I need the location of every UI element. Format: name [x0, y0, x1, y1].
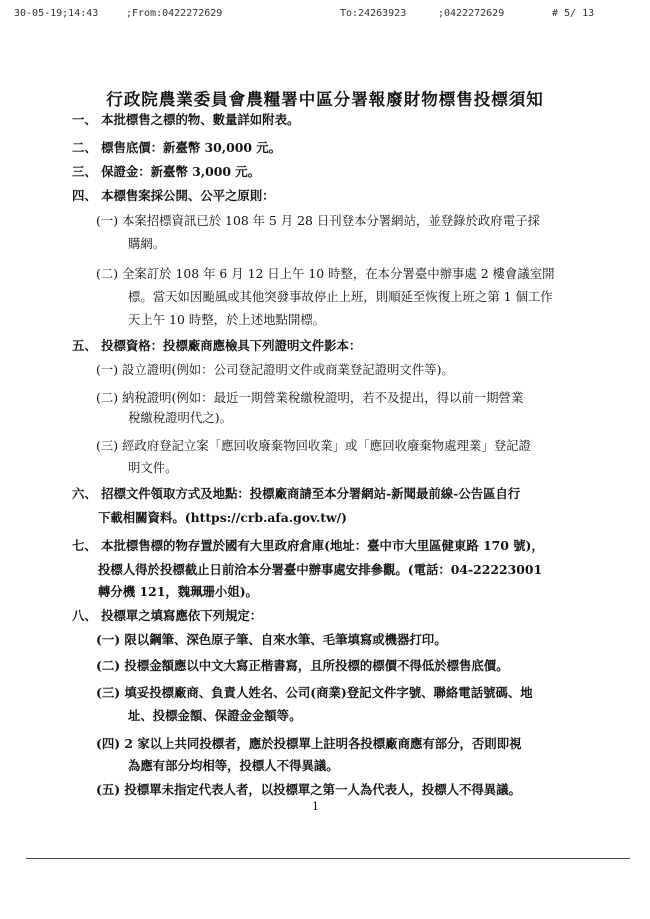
item-4-1-cont: 購網。: [128, 236, 166, 251]
item-8: 八、 投標單之填寫應依下列規定：: [72, 608, 263, 623]
item-5: 五、 投標資格：投標廠商應檢具下列證明文件影本：: [72, 338, 362, 353]
item-5-3: (三) 經政府登記立案「應回收廢棄物回收業」或「應回收廢棄物處理業」登記證: [96, 438, 531, 453]
item-4-2-cont-2: 天上午 10 時整，於上述地點開標。: [128, 312, 326, 327]
item-5-3-cont: 明文件。: [128, 460, 178, 475]
item-3: 三、 保證金：新臺幣 3,000 元。: [72, 164, 261, 179]
item-4-1: (一) 本案招標資訊已於 108 年 5 月 28 日刊登本分署網站，並登錄於政府電子採: [96, 213, 540, 228]
item-7-cont-2: 轉分機 121，魏珮珊小姐)。: [98, 584, 258, 599]
item-5-2: (二) 納稅證明(例如：最近一期營業稅繳稅證明，若不及提出，得以前一期營業: [96, 390, 524, 405]
page-number: 1: [312, 800, 319, 813]
item-4-2: (二) 全案訂於 108 年 6 月 12 日上午 10 時整，在本分署臺中辦事處 2 樓會議室開: [96, 266, 555, 281]
item-8-4-cont: 為應有部分均相等，投標人不得異議。: [128, 758, 339, 773]
item-4: 四、 本標售案採公開、公平之原則：: [72, 188, 275, 203]
bottom-rule: [26, 858, 630, 859]
item-6: 六、 招標文件領取方式及地點：投標廠商請至本分署網站-新聞最前線-公告區自行: [72, 486, 521, 501]
item-7-cont-1: 投標人得於投標截止日前洽本分署臺中辦事處安排參觀。(電話：04-22223001: [98, 562, 543, 577]
fax-from: ;From:0422272629: [126, 8, 223, 19]
item-6-cont: 下載相關資料。(https://crb.afa.gov.tw/): [98, 510, 348, 525]
item-8-3-cont: 址、投標金額、保證金金額等。: [128, 708, 302, 723]
item-1: 一、 本批標售之標的物、數量詳如附表。: [72, 112, 300, 127]
item-4-2-cont-1: 標。當天如因颱風或其他突發事故停止上班，則順延至恢復上班之第 1 個工作: [128, 289, 553, 304]
fax-header: [14, 8, 636, 24]
fax-time: 30-05-19;14:43: [14, 8, 99, 19]
item-7: 七、 本批標售標的物存置於國有大里政府倉庫(地址：臺中市大里區健東路 170 號)，: [72, 538, 544, 553]
fax-page: # 5/ 13: [552, 8, 595, 19]
item-8-2: (二) 投標金額應以中文大寫正楷書寫，且所投標的標價不得低於標售底價。: [96, 658, 509, 673]
item-8-4: (四) 2 家以上共同投標者，應於投標單上註明各投標廠商應有部分，否則即視: [96, 736, 522, 751]
item-2: 二、 標售底價：新臺幣 30,000 元。: [72, 140, 282, 155]
item-5-2-cont: 稅繳稅證明代之)。: [128, 410, 232, 425]
item-8-5: (五) 投標單未指定代表人者，以投標單之第一人為代表人，投標人不得異議。: [96, 782, 521, 797]
item-5-1: (一) 設立證明(例如：公司登記證明文件或商業登記證明文件等)。: [96, 362, 454, 377]
document-title: 行政院農業委員會農糧署中區分署報廢財物標售投標須知: [106, 90, 544, 109]
fax-to: To:24263923: [340, 8, 407, 19]
fax-number: ;0422272629: [438, 8, 505, 19]
item-8-1: (一) 限以鋼筆、深色原子筆、自來水筆、毛筆填寫或機器打印。: [96, 632, 447, 647]
item-8-3: (三) 填妥投標廠商、負責人姓名、公司(商業)登記文件字號、聯絡電話號碼、地: [96, 685, 533, 700]
